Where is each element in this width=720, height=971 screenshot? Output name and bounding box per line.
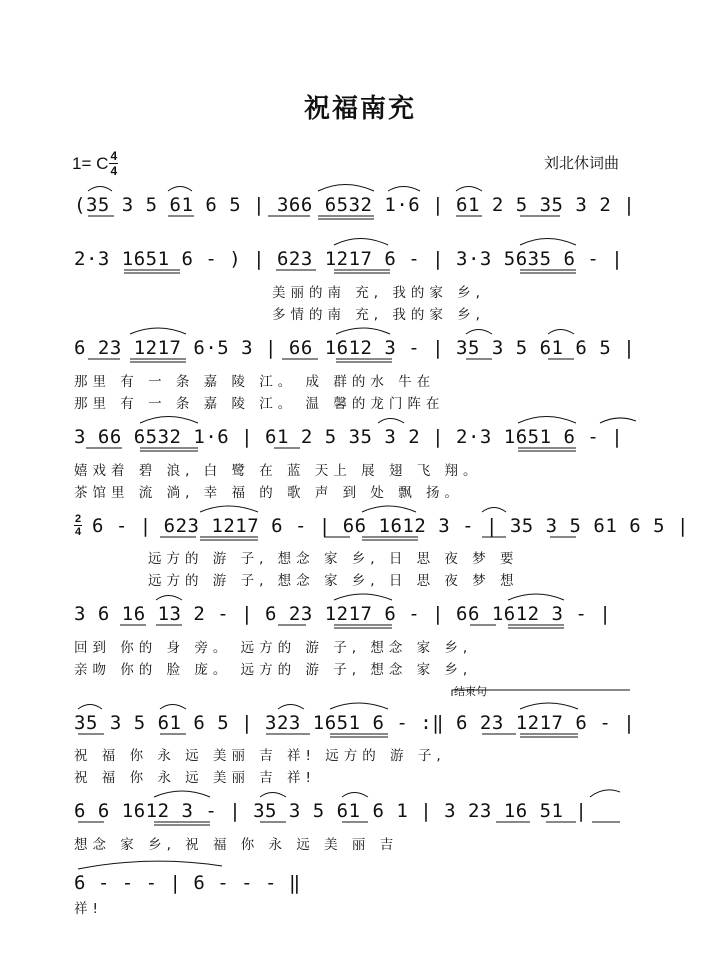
- time-bottom: 4: [110, 164, 118, 178]
- slur: [278, 705, 304, 710]
- lyric-line-5-verse-1: 远方的 游 子, 想念 家 乡, 日 思 夜 梦 要: [148, 551, 519, 567]
- slur: [334, 594, 392, 600]
- slur: [336, 328, 390, 334]
- credit: 刘北休词曲: [544, 154, 620, 172]
- lyric-line-5-verse-2: 远方的 游 子, 想念 家 乡, 日 思 夜 梦 想: [148, 573, 519, 589]
- slur: [518, 417, 576, 424]
- slur: [362, 506, 416, 512]
- notation-line-1: (35 3 5 61 6 5 | 366 6532 1·6 | 61 2 5 35 3 2 |: [74, 194, 636, 216]
- slur: [330, 703, 388, 709]
- slur: [388, 187, 420, 192]
- slur: [466, 330, 492, 335]
- slur: [260, 793, 286, 798]
- lyric-line-3-verse-1: 那里 有 一 条 嘉 陵 江。 成 群的水 牛在: [74, 374, 436, 390]
- slur: [200, 506, 258, 512]
- slur: [456, 187, 482, 192]
- slur: [482, 508, 506, 513]
- notation-line-5: 6 - | 623 1217 6 - | 66 1612 3 - | 35 3 5 61 6 5 |: [92, 515, 689, 537]
- notation-line-9: 6 - - - | 6 - - - ‖: [74, 872, 301, 894]
- slur: [520, 703, 578, 709]
- song-title: 祝福南充: [303, 94, 416, 124]
- interlude-time-top: 2: [74, 513, 82, 525]
- slur: [130, 328, 186, 334]
- slur: [160, 705, 186, 710]
- key-label: 1= C: [72, 153, 109, 173]
- slur: [342, 793, 368, 798]
- time-top: 4: [110, 149, 118, 163]
- notation-line-2: 2·3 1651 6 - ) | 623 1217 6 - | 3·3 5635 6 - |: [74, 248, 624, 270]
- slur: [520, 239, 576, 246]
- slur: [154, 791, 210, 797]
- slur: [168, 187, 192, 192]
- slur: [334, 239, 388, 246]
- tie: [78, 861, 222, 869]
- slur: [590, 790, 620, 797]
- slur: [600, 418, 636, 423]
- lyric-line-9-verse-1: 祥!: [74, 901, 103, 917]
- lyric-line-4-verse-1: 嬉戏着 碧 浪, 白 鹭 在 蓝 天上 展 翅 飞 翔。: [74, 463, 482, 479]
- notation-line-7: 35 3 5 61 6 5 | 323 1651 6 - :‖ 6 23 1217 6 - |: [74, 712, 636, 734]
- slur: [88, 187, 112, 192]
- lyric-line-6-verse-1: 回到 你的 身 旁。 远方的 游 子, 想念 家 乡,: [74, 640, 473, 656]
- key-signature: [72, 150, 118, 177]
- notation-line-6: 3 6 16 13 2 - | 6 23 1217 6 - | 66 1612 3 - |: [74, 603, 612, 625]
- lyric-line-3-verse-2: 那里 有 一 条 嘉 陵 江。 温 馨的龙门阵在: [74, 396, 445, 412]
- notation-line-4: 3 66 6532 1·6 | 61 2 5 35 3 2 | 2·3 1651 6 - |: [74, 426, 624, 448]
- lyric-line-8-verse-1: 想念 家 乡, 祝 福 你 永 远 美 丽 吉: [74, 837, 399, 853]
- lyric-line-7-verse-2: 祝 福 你 永 远 美丽 吉 祥!: [74, 770, 316, 786]
- slur: [78, 705, 102, 710]
- slur: [548, 330, 574, 335]
- interlude-time-signature: [74, 514, 82, 537]
- slur: [140, 417, 198, 424]
- lyric-line-2-verse-1: 美丽的南 充, 我的家 乡,: [272, 285, 485, 301]
- lyric-line-6-verse-2: 亲吻 你的 脸 庞。 远方的 游 子, 想念 家 乡,: [74, 662, 473, 678]
- lyric-line-2-verse-2: 多情的南 充, 我的家 乡,: [272, 307, 485, 323]
- slur: [156, 596, 182, 601]
- notation-line-3: 6 23 1217 6·5 3 | 66 1612 3 - | 35 3 5 61 6 5 |: [74, 337, 636, 359]
- lyric-line-4-verse-2: 茶馆里 流 淌, 幸 福 的 歌 声 到 处 飘 扬。: [74, 485, 463, 501]
- slur: [378, 419, 404, 424]
- time-signature: [109, 150, 118, 177]
- lyric-line-7-verse-1: 祝 福 你 永 远 美丽 吉 祥! 远方的 游 子,: [74, 748, 446, 764]
- ending-label: 结束句: [454, 685, 487, 698]
- notation-line-8: 6 6 1612 3 - | 35 3 5 61 6 1 | 3 23 16 51 |: [74, 800, 588, 822]
- slur: [508, 594, 564, 600]
- slur: [318, 185, 374, 192]
- interlude-time-bottom: 4: [74, 526, 82, 538]
